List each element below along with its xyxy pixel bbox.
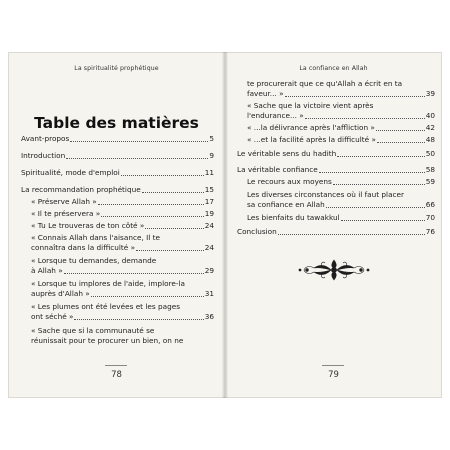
toc-continuation-line: « Sache que si la communauté se (31, 326, 155, 335)
toc-entry-spiritualite[interactable] (21, 168, 214, 178)
toc-entry-label: auprès d'Allah » (31, 289, 90, 298)
toc-entry-label: La véritable confiance (237, 165, 318, 174)
toc-entry-conclusion[interactable] (237, 227, 435, 237)
toc-entry-introduction[interactable] (21, 151, 214, 161)
right-page-number: 79 (328, 370, 339, 380)
leader-dots (142, 192, 204, 193)
toc-entry-label: La recommandation prophétique (21, 185, 141, 194)
toc-page-number: 9 (209, 151, 214, 160)
leader-dots (376, 130, 425, 131)
toc-entry-label: « ...la délivrance après l'affliction » (247, 123, 375, 132)
toc-page-number: 70 (425, 213, 435, 222)
toc-entry-label: « ...et la facilité après la difficulté » (247, 135, 376, 144)
toc-page-number: 15 (204, 185, 214, 194)
toc-entry-tu-le-trouveras[interactable] (31, 221, 214, 231)
toc-page-number: 24 (204, 243, 214, 252)
toc-entry-label: Le véritable sens du hadith (237, 149, 337, 158)
toc-entry-recommandation[interactable] (21, 185, 214, 195)
toc-entry-label: sa confiance en Allah (247, 200, 325, 209)
toc-page-number: 31 (204, 289, 214, 298)
toc-entry-label: faveur... » (247, 89, 284, 98)
toc-page-number: 36 (204, 312, 214, 321)
toc-entry-delivrance[interactable] (247, 123, 435, 133)
leader-dots (70, 141, 208, 142)
toc-entry-label: Spiritualité, mode d'emploi (21, 168, 120, 177)
toc-entry-avant-propos[interactable] (21, 134, 214, 144)
toc-page-number: 76 (425, 227, 435, 236)
toc-entry-les-plumes[interactable] (31, 312, 214, 322)
leader-dots (337, 156, 424, 157)
toc-entry-connais-allah[interactable] (31, 243, 214, 253)
toc-entry-label: Avant-propos (21, 134, 70, 143)
toc-entry-recours-aux-moyens[interactable] (247, 177, 435, 187)
toc-entry-first-line: te procurerait que ce qu'Allah a écrit en ta (247, 79, 403, 88)
right-page (225, 52, 442, 398)
toc-entry-label: Conclusion (237, 227, 277, 236)
folio-rule (105, 365, 127, 366)
left-running-head: La spiritualité prophétique (74, 65, 159, 72)
leader-dots (101, 216, 203, 217)
toc-entry-facilite[interactable] (247, 135, 435, 145)
toc-entry-victoire[interactable] (247, 111, 435, 121)
toc-entry-label: Le recours aux moyens (247, 177, 332, 186)
toc-page-number: 59 (425, 177, 435, 186)
leader-dots (98, 204, 204, 205)
toc-entry-first-line: « Les plumes ont été levées et les pages (31, 302, 181, 311)
leader-dots (333, 184, 425, 185)
leader-dots (319, 172, 425, 173)
right-running-head: La confiance en Allah (299, 65, 368, 72)
page-title: Table des matières (34, 114, 199, 132)
toc-entry-first-line: Les diverses circonstances où il faut placer (247, 190, 405, 199)
leader-dots (326, 207, 425, 208)
left-page (8, 52, 225, 398)
toc-page-number: 50 (425, 149, 435, 158)
toc-entry-label: « Préserve Allah » (31, 197, 97, 206)
toc-page-number: 39 (425, 89, 435, 98)
leader-dots (305, 118, 425, 119)
toc-entry-label: connaîtra dans la difficulté » (31, 243, 136, 252)
leader-dots (377, 142, 425, 143)
leader-dots (91, 296, 204, 297)
toc-page-number: 17 (204, 197, 214, 206)
open-book (8, 52, 442, 398)
toc-entry-label: l'endurance... » (247, 111, 304, 120)
toc-page-number: 48 (425, 135, 435, 144)
toc-page-number: 66 (425, 200, 435, 209)
toc-entry-preserve-allah[interactable] (31, 197, 214, 207)
toc-page-number: 29 (204, 266, 214, 275)
toc-entry-diverses-circonstances[interactable] (247, 200, 435, 210)
toc-entry-lorsque-tu-demandes[interactable] (31, 266, 214, 276)
floral-ornament-icon (298, 257, 370, 283)
leader-dots (278, 234, 425, 235)
left-page-number: 78 (111, 370, 122, 380)
folio-rule (322, 365, 344, 366)
leader-dots (66, 158, 208, 159)
toc-entry-en-ta-faveur[interactable] (247, 89, 435, 99)
toc-entry-veritable-confiance[interactable] (237, 165, 435, 175)
toc-entry-label: Les bienfaits du tawakkul (247, 213, 340, 222)
toc-entry-bienfaits-tawakkul[interactable] (247, 213, 435, 223)
toc-page-number: 42 (425, 123, 435, 132)
leader-dots (285, 96, 425, 97)
toc-entry-label: à Allah » (31, 266, 63, 275)
toc-continuation-line: réunissait pour te procurer un bien, on ne (31, 336, 184, 345)
leader-dots (136, 250, 204, 251)
leader-dots (121, 175, 204, 176)
toc-page-number: 40 (425, 111, 435, 120)
toc-entry-first-line: « Connais Allah dans l'aisance, Il te (31, 233, 160, 242)
toc-page-number: 19 (204, 209, 214, 218)
leader-dots (74, 319, 203, 320)
toc-entry-first-line: « Sache que la victoire vient après (247, 101, 374, 110)
toc-page-number: 5 (209, 134, 214, 143)
leader-dots (64, 273, 204, 274)
toc-entry-first-line: « Lorsque tu demandes, demande (31, 256, 157, 265)
toc-page-number: 58 (425, 165, 435, 174)
leader-dots (341, 220, 425, 221)
toc-page-number: 24 (204, 221, 214, 230)
toc-entry-lorsque-tu-implores[interactable] (31, 289, 214, 299)
leader-dots (145, 228, 203, 229)
toc-entry-first-line: « Lorsque tu implores de l'aide, implore-la (31, 279, 186, 288)
toc-entry-sens-du-hadith[interactable] (237, 149, 435, 159)
toc-entry-label: Introduction (21, 151, 66, 160)
toc-page-number: 11 (204, 168, 214, 177)
toc-entry-label: « Tu Le trouveras de ton côté » (31, 221, 145, 230)
toc-entry-il-te-preservera[interactable] (31, 209, 214, 219)
toc-entry-label: « Il te préservera » (31, 209, 101, 218)
toc-entry-label: ont séché » (31, 312, 74, 321)
